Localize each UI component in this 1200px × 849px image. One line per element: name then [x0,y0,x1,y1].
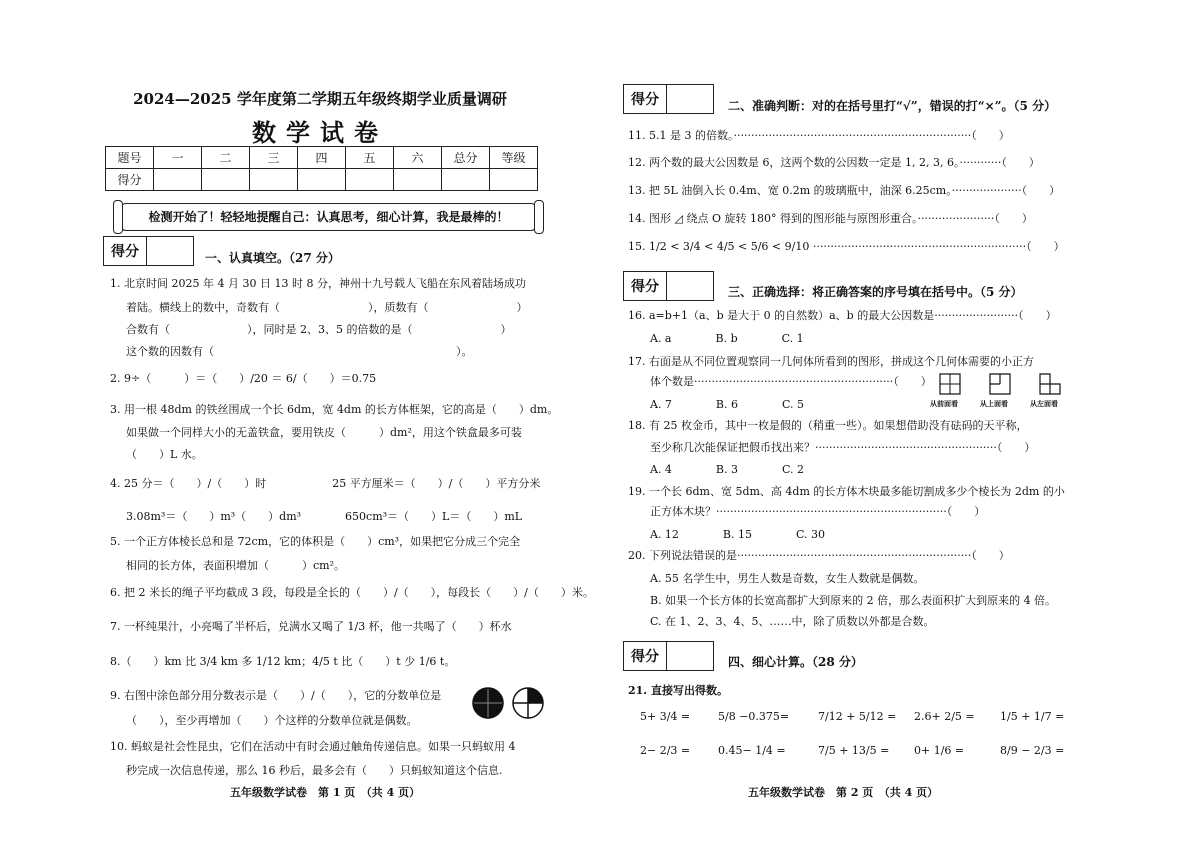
score-table [105,146,538,191]
calc-item: 5+ 3/4 = [640,710,691,723]
judge-question: 11. 5.1 是 3 的倍数。····································································（ ） [628,129,1010,142]
section-score-box [623,271,714,301]
question-line: 这个数的因数有（ ）。 [126,345,473,358]
score-box-input[interactable] [667,271,714,301]
choice-line: 至少称几次能保证把假币找出来？····················································（ ） [650,441,1036,454]
section-1-heading: 一、认真填空。（27 分） [205,251,340,265]
question-line: （ ）L 水。 [126,448,203,461]
question-line: 3. 用一根 48dm 的铁丝围成一个长 6dm，宽 4dm 的长方体框架，它的高是（ ）dm。 [110,403,559,416]
score-header: 三 [250,147,298,169]
score-box-label: 得分 [623,84,667,114]
question-line: 2. 9÷（ ）＝（ ）/20 ＝ 6/（ ）＝0.75 [110,372,377,385]
choice-line: 正方体木块？··································································（ ） [650,505,986,518]
calc-item: 0.45− 1/4 = [718,744,786,757]
section-score-box [103,236,194,266]
question-line: 5. 一个正方体棱长总和是 72cm，它的体积是（ ）cm³，如果把它分成三个完全 [110,535,521,548]
view-caption-left: 从左面看 [1030,399,1058,408]
choice-options: A. 4 B. 3 C. 2 [650,463,805,476]
question-line: 6. 把 2 米长的绳子平均截成 3 段，每段是全长的（ ）/（ ），每段长（ ）/（ ）米。 [110,586,594,599]
encouragement-banner: 检测开始了！轻轻地提醒自己：认真思考，细心计算，我是最棒的！ [120,203,537,231]
calc-item: 7/5 + 13/5 = [818,744,890,757]
calc-item: 1/5 + 1/7 = [1000,710,1065,723]
question-line: 秒完成一次信息传递，那么 16 秒后，最多会有（ ）只蚂蚁知道这个信息. [126,764,503,777]
score-cell[interactable] [490,169,538,191]
judge-question: 13. 把 5L 油倒入长 0.4m、宽 0.2m 的玻璃瓶中，油深 6.25cm。····················（ ） [628,184,1061,197]
question-line: 合数有（ ），同时是 2、3、5 的倍数的是（ ） [126,323,512,336]
choice-options: B. 如果一个长方体的长宽高都扩大到原来的 2 倍，那么表面积扩大到原来的 4 倍。 [650,594,1057,607]
score-box-label: 得分 [623,641,667,671]
section-score-box [623,84,714,114]
score-cell[interactable] [394,169,442,191]
exam-page-1 [0,0,594,849]
question-line: 相同的长方体，表面积增加（ ）cm²。 [126,559,345,572]
score-header: 等级 [490,147,538,169]
choice-line: 20. 下列说法错误的是···································································（ ） [628,549,1010,562]
exam-title-subject: 数学试卷 [252,118,388,147]
score-cell[interactable] [346,169,394,191]
score-cell[interactable] [298,169,346,191]
choice-options: C. 在 1、2、3、4、5、……中，除了质数以外都是合数。 [650,615,935,628]
judge-question: 15. 1/2 < 3/4 < 4/5 < 5/6 < 9/10 ·····························································（ ） [628,240,1065,253]
section-3-heading: 三、正确选择：将正确答案的序号填在括号中。（5 分） [728,285,1023,299]
score-header: 五 [346,147,394,169]
choice-options: A. 7 B. 6 C. 5 [650,398,805,411]
question-line: 10. 蚂蚁是社会性昆虫，它们在活动中有时会通过触角传递信息。如果一只蚂蚁用 4 [110,740,516,753]
calc-item: 2.6+ 2/5 = [914,710,975,723]
section-2-heading: 二、准确判断：对的在括号里打“√”，错误的打“×”。（5 分） [728,99,1057,113]
score-cell[interactable] [202,169,250,191]
page-footer: 五年级数学试卷 第 1 页 （共 4 页） [230,786,421,799]
question-line: 4. 25 分＝（ ）/（ ）时 25 平方厘米＝（ ）/（ ）平方分米 [110,477,541,490]
score-box-label: 得分 [623,271,667,301]
score-cell[interactable] [442,169,490,191]
calc-item: 0+ 1/6 = [914,744,965,757]
question-line: 1. 北京时间 2025 年 4 月 30 日 13 时 8 分，神州十九号载人飞船在东风着陆场成功 [110,277,526,290]
section-4-heading: 四、细心计算。（28 分） [728,655,863,669]
score-box-input[interactable] [667,84,714,114]
section-score-box [623,641,714,671]
question-line: 3.08m³＝（ ）m³（ ）dm³ 650cm³＝（ ）L＝（ ）mL [126,510,523,523]
score-header: 一 [154,147,202,169]
score-header: 二 [202,147,250,169]
judge-question: 12. 两个数的最大公因数是 6，这两个数的公因数一定是 1, 2, 3, 6。············（ ） [628,156,1040,169]
score-box-label: 得分 [103,236,147,266]
page-footer: 五年级数学试卷 第 2 页 （共 4 页） [748,786,939,799]
choice-line: 体个数是·························································（ ） [650,375,932,388]
judge-question: 14. 图形 ◿ 绕点 O 旋转 180° 得到的图形能与原图形重合。······················（ ） [628,212,1033,225]
calc-item: 8/9 − 2/3 = [1000,744,1065,757]
question-line: 8.（ ）km 比 3/4 km 多 1/12 km；4/5 t 比（ ）t 少 1/6 t。 [110,655,456,668]
choice-options: A. a B. b C. 1 [650,332,804,345]
view-caption-top: 从上面看 [980,399,1008,408]
exam-page-2 [600,0,1200,849]
question-21-title: 21. 直接写出得数。 [628,684,728,697]
choice-options: A. 12 B. 15 C. 30 [650,528,826,541]
score-box-input[interactable] [147,236,194,266]
question-line: 7. 一杯纯果汁，小亮喝了半杯后，兑满水又喝了 1/3 杯，他一共喝了（ ）杯水 [110,620,512,633]
score-header: 总分 [442,147,490,169]
exam-title-year: 2024—2025 学年度第二学期五年级终期学业质量调研 [133,90,507,108]
question-line: 9. 右图中涂色部分用分数表示是（ ）/（ ），它的分数单位是 [110,689,442,702]
question-line: 着陆。横线上的数中，奇数有（ ），质数有（ ） [126,301,528,314]
question-line: （ ），至少再增加（ ）个这样的分数单位就是偶数。 [126,714,418,727]
calc-item: 7/12 + 5/12 = [818,710,897,723]
score-row-label: 得分 [106,169,154,191]
choice-line: 16. a=b+1（a、b 是大于 0 的自然数）a、b 的最大公因数是························（ ） [628,309,1057,322]
calc-item: 2− 2/3 = [640,744,691,757]
fraction-circles-figure [470,685,550,723]
choice-line: 18. 有 25 枚金币，其中一枚是假的（稍重一些）。如果想借助没有砝码的天平称， [628,419,1028,432]
calc-item: 5/8 −0.375= [718,710,790,723]
choice-line: 19. 一个长 6dm、宽 5dm、高 4dm 的长方体木块最多能切割成多少个棱长为 2dm 的小 [628,485,1065,498]
three-views-figure [936,372,1086,398]
score-header: 六 [394,147,442,169]
score-header: 四 [298,147,346,169]
question-line: 如果做一个同样大小的无盖铁盒，要用铁皮（ ）dm²，用这个铁盒最多可装 [126,426,522,439]
score-cell[interactable] [250,169,298,191]
score-header: 题号 [106,147,154,169]
choice-options: A. 55 名学生中，男生人数是奇数，女生人数就是偶数。 [650,572,925,585]
choice-line: 17. 右面是从不同位置观察同一几何体所看到的图形，拼成这个几何体需要的小正方 [628,355,1034,368]
score-box-input[interactable] [667,641,714,671]
view-caption-front: 从前面看 [930,399,958,408]
score-cell[interactable] [154,169,202,191]
